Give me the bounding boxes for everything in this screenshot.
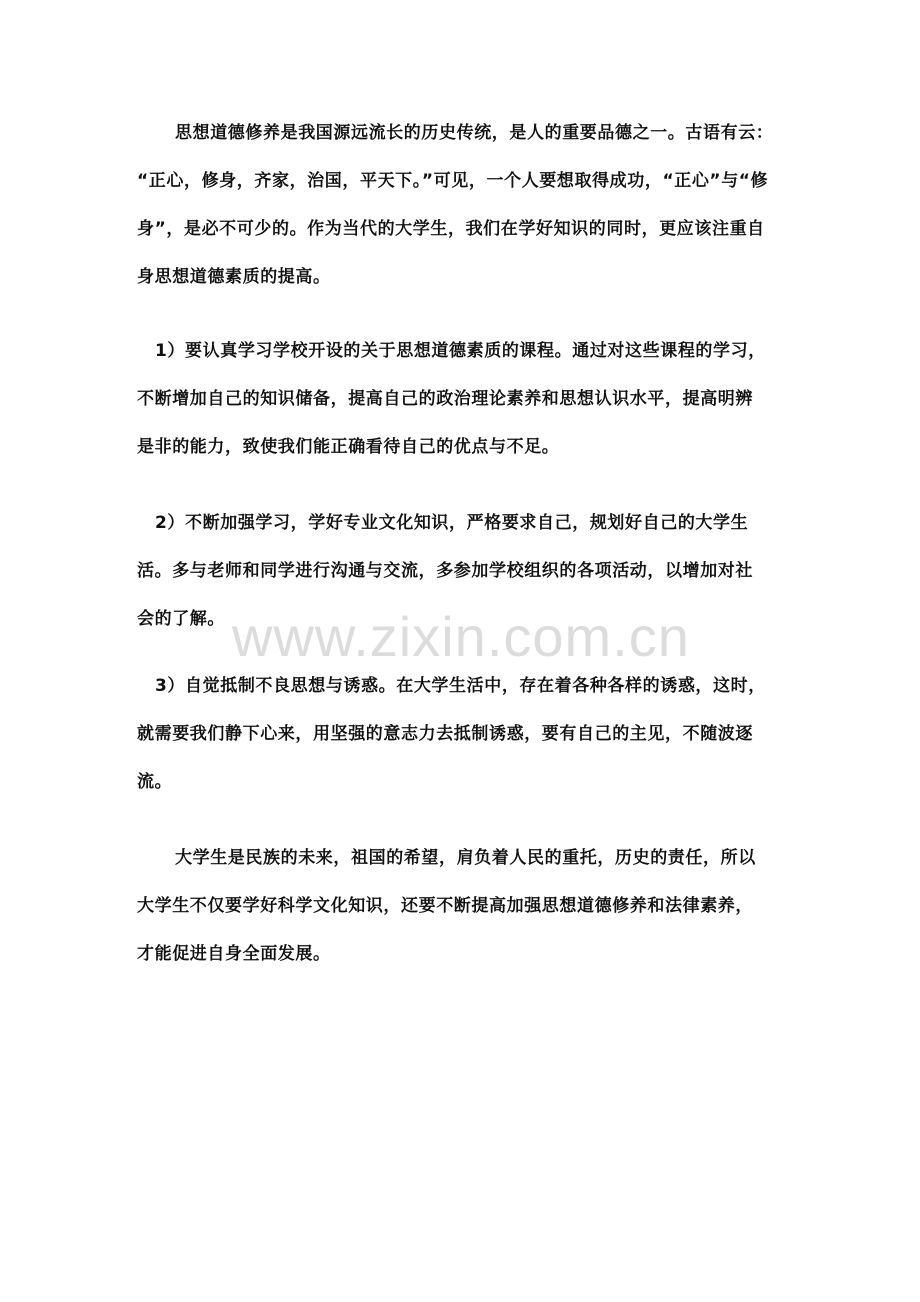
paragraph-2-line-1: 1）要认真学习学校开设的关于思想道德素质的课程。通过对这些课程的学习， xyxy=(155,341,766,361)
paragraph-3-line-3: 会的了解。 xyxy=(137,609,225,629)
paragraph-4-line-3: 流。 xyxy=(137,772,173,792)
paragraph-2-line-2: 不断增加自己的知识储备，提高自己的政治理论素养和思想认识水平，提高明辨 xyxy=(137,389,753,409)
paragraph-5-line-2: 大学生不仅要学好科学文化知识，还要不断提高加强思想道德修养和法律素养， xyxy=(137,896,753,916)
paragraph-1-line-3: 身”，是必不可少的。作为当代的大学生，我们在学好知识的同时，更应该注重自 xyxy=(137,219,765,239)
paragraph-2-line-3: 是非的能力，致使我们能正确看待自己的优点与不足。 xyxy=(137,437,560,457)
paragraph-5-line-1: 大学生是民族的未来，祖国的希望，肩负着人民的重托，历史的责任，所以 xyxy=(175,848,756,868)
paragraph-4-line-1: 3）自觉抵制不良思想与诱惑。在大学生活中，存在着各种各样的诱惑，这时， xyxy=(155,676,766,696)
watermark: www.zixin.com.cn xyxy=(232,605,690,668)
paragraph-3-line-2: 活。多与老师和同学进行沟通与交流，多参加学校组织的各项活动，以增加对社 xyxy=(137,561,753,581)
paragraph-5-line-3: 才能促进自身全面发展。 xyxy=(137,944,331,964)
paragraph-4-line-2: 就需要我们静下心来，用坚强的意志力去抵制诱惑，要有自己的主见，不随波逐 xyxy=(137,724,753,744)
paragraph-1-line-1: 思想道德修养是我国源远流长的历史传统，是人的重要品德之一。古语有云： xyxy=(175,123,774,143)
paragraph-1-line-2: “正心，修身，齐家，治国，平天下。”可见，一个人要想取得成功，“正心”与“修 xyxy=(137,171,769,191)
paragraph-3-line-1: 2）不断加强学习，学好专业文化知识，严格要求自己，规划好自己的大学生 xyxy=(155,513,749,533)
paragraph-1-line-4: 身思想道德素质的提高。 xyxy=(137,267,331,287)
